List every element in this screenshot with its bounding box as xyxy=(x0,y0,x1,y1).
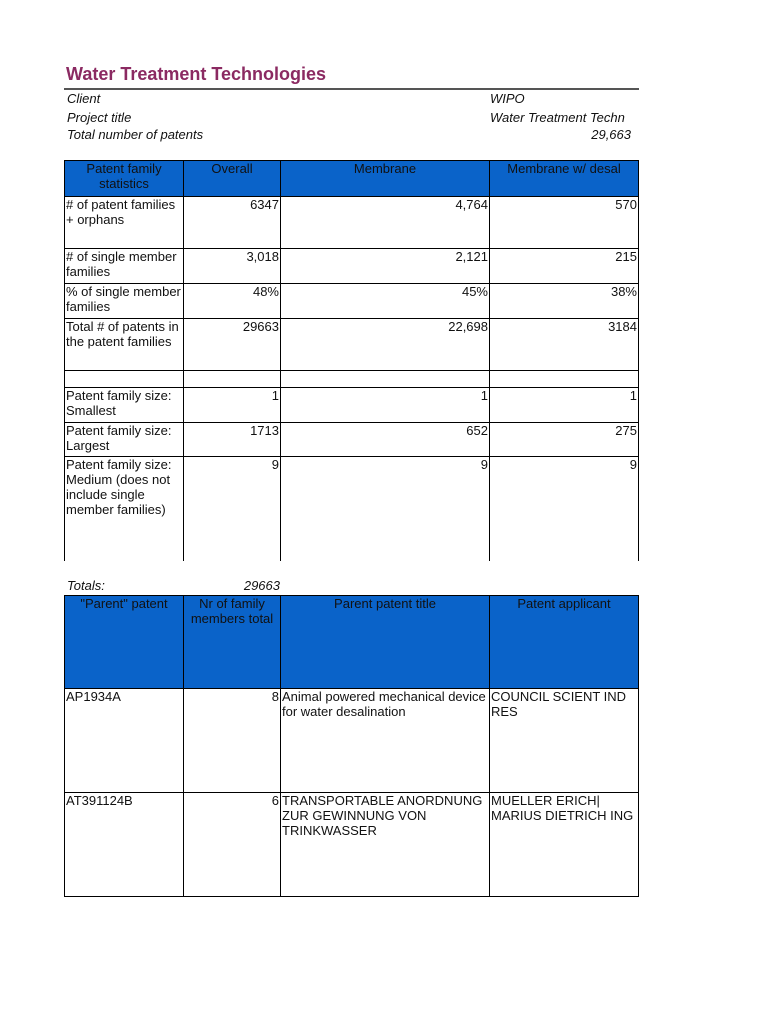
client-label: Client xyxy=(67,91,101,106)
cell-value: 1713 xyxy=(184,423,281,457)
patents-header-row xyxy=(65,596,639,689)
cell-value: 4,764 xyxy=(281,197,490,249)
project-title-value: Water Treatment Techn xyxy=(490,110,625,125)
cell-value: 275 xyxy=(490,423,639,457)
row-label: Total # of patents in the patent families xyxy=(65,319,184,371)
patent-title: TRANSPORTABLE ANORDNUNG ZUR GEWINNUNG VON TRINKWASSER xyxy=(281,793,490,897)
cell-value xyxy=(281,371,490,388)
total-patents-label: Total number of patents xyxy=(67,127,204,142)
cell-value: 22,698 xyxy=(281,319,490,371)
cell-value: 38% xyxy=(490,284,639,319)
cell-value: 1 xyxy=(490,388,639,423)
table-row xyxy=(65,249,639,284)
table-row xyxy=(65,689,639,793)
patent-number: AT391124B xyxy=(65,793,184,897)
cell-value xyxy=(490,371,639,388)
row-label: Patent family size: Smallest xyxy=(65,388,184,423)
table-row xyxy=(65,423,639,457)
cell-value: 9 xyxy=(281,457,490,561)
cell-value: 9 xyxy=(490,457,639,561)
cell-value: 48% xyxy=(184,284,281,319)
column-header: Parent patent title xyxy=(281,596,490,689)
cell-value: 1 xyxy=(281,388,490,423)
patent-title: Animal powered mechanical device for water desalination xyxy=(281,689,490,793)
row-label xyxy=(65,371,184,388)
totals-value: 29663 xyxy=(243,578,280,593)
total-patents-value: 29,663 xyxy=(591,127,631,142)
patent-family-statistics-table xyxy=(64,160,639,561)
page-title: Water Treatment Technologies xyxy=(66,64,327,84)
column-header: Overall xyxy=(184,161,281,197)
column-header: Membrane xyxy=(281,161,490,197)
column-header: Nr of family members total xyxy=(184,596,281,689)
stats-header-row xyxy=(65,161,639,197)
cell-value: 652 xyxy=(281,423,490,457)
table-row xyxy=(65,457,639,561)
title-divider xyxy=(64,88,639,90)
cell-value: 1 xyxy=(184,388,281,423)
cell-value: 29663 xyxy=(184,319,281,371)
cell-value: 3,018 xyxy=(184,249,281,284)
column-header: "Parent" patent xyxy=(65,596,184,689)
table-row xyxy=(65,319,639,371)
row-label: Patent family size: Medium (does not include single member families) xyxy=(65,457,184,561)
column-header: Patent family statistics xyxy=(65,161,184,197)
table-row-empty xyxy=(65,371,639,388)
table-row xyxy=(65,388,639,423)
cell-value: 570 xyxy=(490,197,639,249)
cell-value: 45% xyxy=(281,284,490,319)
row-label: # of patent families + orphans xyxy=(65,197,184,249)
cell-value: 2,121 xyxy=(281,249,490,284)
patent-applicant: MUELLER ERICH| MARIUS DIETRICH ING xyxy=(490,793,639,897)
family-members-count: 8 xyxy=(184,689,281,793)
patent-applicant: COUNCIL SCIENT IND RES xyxy=(490,689,639,793)
column-header: Patent applicant xyxy=(490,596,639,689)
totals-label: Totals: xyxy=(67,578,105,593)
project-title-label: Project title xyxy=(67,110,132,125)
client-value: WIPO xyxy=(490,91,525,106)
cell-value: 6347 xyxy=(184,197,281,249)
table-row xyxy=(65,284,639,319)
table-row xyxy=(65,793,639,897)
row-label: Patent family size: Largest xyxy=(65,423,184,457)
cell-value: 9 xyxy=(184,457,281,561)
row-label: % of single member families xyxy=(65,284,184,319)
parent-patents-table xyxy=(64,595,639,897)
cell-value: 3184 xyxy=(490,319,639,371)
row-label: # of single member families xyxy=(65,249,184,284)
cell-value xyxy=(184,371,281,388)
table-row xyxy=(65,197,639,249)
family-members-count: 6 xyxy=(184,793,281,897)
column-header: Membrane w/ desal xyxy=(490,161,639,197)
patent-number: AP1934A xyxy=(65,689,184,793)
cell-value: 215 xyxy=(490,249,639,284)
